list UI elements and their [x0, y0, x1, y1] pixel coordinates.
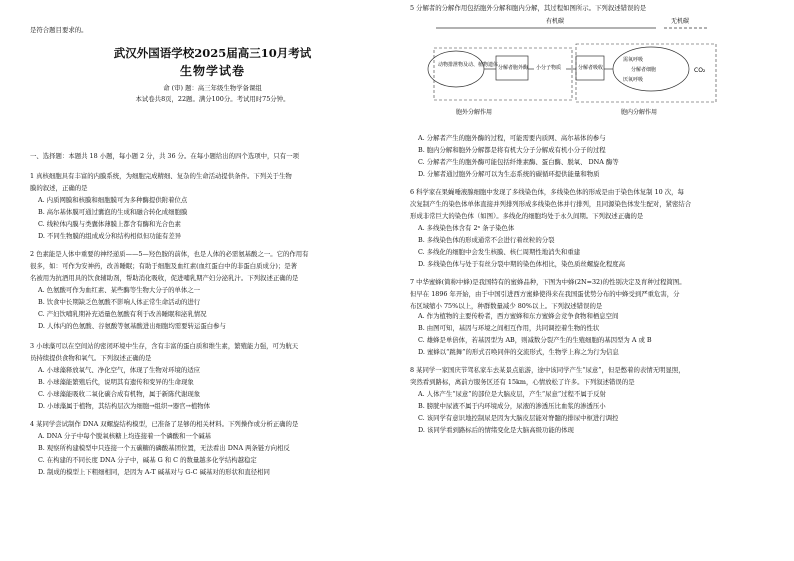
right-line: C. 该同学有意识地控制尿是因为大脑皮层能对脊髓的排尿中枢进行调控	[418, 414, 619, 422]
left-line: C. 在构建的不同长度 DNA 分子中，碱基 G 和 C 的数量越多化学结构越稳定	[38, 456, 257, 464]
left-line: D. 制成的模型上下粗细相同，是因为 A-T 碱基对与 G-C 碱基对的形状和直径相同	[38, 468, 270, 476]
right-line: C. 雄蜂是单倍体，若基因型为 AB，则减数分裂产生的生殖细胞的基因型为 A 或 B	[418, 336, 652, 344]
left-line: C. 产妇饮哺乳期补充适量色氨酸有利于改善睡眠和泌乳情况	[38, 310, 207, 318]
right-line: C. 分解者产生的胞外酶可能包括纤维素酶、蛋白酶、脱氧、 DNA 酶等	[418, 158, 619, 166]
left-line: 1 真核细胞具有丰富的内膜系统，为细胞完成精细、复杂的生命活动提供条件。下列关于生物	[30, 172, 292, 180]
right-line: 7 中华蜜蜂(简称中蜂)是我国特有的蜜蜂品种，下图为中蜂(2N=32)的性别决定及育种过程简图。	[410, 278, 686, 286]
right-line: A. 作为植物的主要传粉者，西方蜜蜂和东方蜜蜂会竞争食物和栖息空间	[418, 312, 619, 320]
right-line: B. 由图可知，基因与环境之间相互作用，共同调控着生物的性状	[418, 324, 600, 332]
right-line: 6 科学家在果蝇唾液腺细胞中发现了多线染色体，多线染色体的形成是由于染色体复制 10 次，每	[410, 188, 684, 196]
right-line: 形成非常巨大的染色体（如图）。多线化的细胞均处于永久间期。下列叙述正确的是	[410, 212, 644, 220]
exo-region-label: 胞外分解作用	[456, 109, 493, 116]
right-line: 布区域缩小 75%以上，种群数量减少 80%以上。下列叙述错误的是	[410, 302, 603, 310]
right-line: D. 该同学看到路标后的情绪变化是大脑高级功能的体现	[418, 426, 574, 434]
right-line: C. 多线化的细胞中会发生核膜、核仁周期性地消失和重建	[418, 248, 581, 256]
right-line: 8 某同学一家国庆节驾私家车去某景点旅游，途中该同学产生“尿意”，但是憋着的表情无明显照，	[410, 366, 685, 374]
left-line: 很多，如：可作为安神药，改善睡眠；有助于细胞及血红素(血红蛋白中的非蛋白质成分)；是著	[30, 262, 298, 270]
left-line: A. 色氨酸可作为血红素、某些酶等生物大分子的单体之一	[38, 286, 201, 294]
left-line: B. 小球藻能繁殖后代，说明其有遗传和变异的生命现象	[38, 378, 194, 386]
right-line: D. 蜜蜂以“跳舞”的形式召唤同伴的交流形式，生物学上称之为行为信息	[418, 348, 619, 356]
left-line: 膜的叙述，正确的是	[30, 184, 88, 192]
anaerobic-text: 厌氧呼吸	[623, 77, 644, 83]
left-line: B. 观察所构建模型中只连接一个五碳糖的磷酸基团位置，无法看出 DNA 两条链方向相反	[38, 444, 290, 452]
left-line: 一、选择题：本题共 18 小题，每小题 2 分，共 36 分。在每小题给出的四个选项中，只有一项	[30, 152, 299, 160]
left-line: 3 小球藻可以在空间站的密闭环境中生存，含有丰富的蛋白质和维生素，繁殖能力强，可为航天	[30, 342, 299, 350]
right-line: 5 分解者的分解作用包括胞外分解和胞内分解，其过程如图所示。下列叙述错误的是	[410, 4, 647, 12]
right-line: B. 膀胱中尿液不属于内环境成分，尿液的渗透压比血浆的渗透压小	[418, 402, 606, 410]
left-line: 是符合题目要求的。	[30, 26, 88, 34]
exam-author: 命 (审) 题：高三年级生物学备课组	[163, 84, 262, 92]
left-line: 员持续提供食物和氧气。下列叙述正确的是	[30, 354, 152, 362]
left-line: B. 高尔基体膜可通过囊泡的生成和融合转化成细胞膜	[38, 208, 188, 216]
left-line: D. 人体内的色氨酸、谷氨酸等氨基酸进出细胞均需要转运蛋白参与	[38, 322, 226, 330]
decomposition-diagram-svg	[426, 14, 726, 132]
right-line: 但早在 1896 年开始，由于中国引进西方蜜蜂使得来在我国蛋优势分布的中蜂受到严重危害，分	[410, 290, 680, 298]
left-line: 名被用为抗酒用具的饮食辅助剂，帮助消化吸收，促进哺乳期产妇分泌乳汁。下列叙述正确的是	[30, 274, 299, 282]
right-line: A. 分解者产生的胞外酶的过程，可能需要内质网、高尔基体的参与	[418, 134, 606, 142]
right-line: B. 胞内分解和胞外分解都是将有机大分子分解成有机小分子的过程	[418, 146, 606, 154]
remains-text: 动物排泄物及动、植物遗体	[438, 62, 499, 68]
exam-info: 本试卷共8页，22题。满分100分。考试用时75分钟。	[135, 95, 290, 103]
aerobic-text: 需氧呼吸	[623, 57, 644, 63]
left-line: 2 色素能是人体中重要的神经递质——5—羟色胺的前体，也是人体的必需氨基酸之一。它的作用有	[30, 250, 309, 258]
uptake-text: 分解者吸收	[578, 65, 604, 71]
right-line: D. 多线染色体与处于有丝分裂中期的染色体相比，染色质丝螺旋化程度高	[418, 260, 626, 268]
endo-region-label: 胞内分解作用	[621, 109, 658, 116]
right-line: A. 人体产生“尿意”的部位是大脑皮层，产生“尿意”过程不属于反射	[418, 390, 606, 398]
left-line: D. 小球藻属于植物，其结构层次为细胞→组织→器官→植物体	[38, 402, 211, 410]
exo-enzyme-text: 分解者胞外酶	[498, 65, 529, 71]
remains-ellipse	[428, 51, 484, 87]
left-line: B. 饮食中长期缺乏色氨酸不影响人体正常生命活动的进行	[38, 298, 201, 306]
left-line: C. 小球藻能吸收二氧化碳合成有机物，属于新陈代谢现象	[38, 390, 201, 398]
right-line: 突然看到路标，离前方服务区还有 15km，心情放松了许多。下列叙述错误的是	[410, 378, 635, 386]
left-line: C. 线粒体内膜与类囊体薄膜上都含有酶和光合色素	[38, 220, 181, 228]
left-line: 4 某同学尝试制作 DNA 双螺旋结构模型，已准备了足够的相关材料。下列操作或分析正确的是	[30, 420, 299, 428]
exam-title: 武汉外国语学校2025届高三10月考试	[113, 46, 312, 60]
left-line: A. DNA 分子中每个脱氧核糖上均连接着一个磷酸和一个碱基	[38, 432, 212, 440]
left-line: A. 内质网膜和核膜和细胞膜可为多种酶提供附着位点	[38, 196, 188, 204]
left-line: A. 小球藻释放氧气、净化空气，体现了生物对环境的适应	[38, 366, 201, 374]
small-molecules-text: 小分子物质	[536, 65, 562, 71]
left-line: D. 不同生物膜的组成成分和结构相似但功能有差异	[38, 232, 182, 240]
cell-text: 分解者细胞	[631, 67, 657, 73]
co2-text: CO₂	[694, 67, 706, 74]
inorganic-carbon-label: 无机碳	[671, 18, 690, 25]
right-line: D. 分解者通过胞外分解可以为生态系统的碳循环提供能量和物质	[418, 170, 600, 178]
right-line: A. 多线染色体含有 2ⁿ 条子染色体	[418, 224, 515, 232]
exam-subject: 生物学试卷	[179, 64, 245, 78]
decomposition-diagram	[426, 14, 726, 132]
right-line: B. 多线染色体的形成通常不会进行着丝粒的分裂	[418, 236, 555, 244]
organic-carbon-label: 有机碳	[546, 18, 565, 25]
right-line: 次复制产生的染色体单体直接并列排列形成多线染色体并行排列，且同源染色体发生配对，紧密结合	[410, 200, 692, 208]
